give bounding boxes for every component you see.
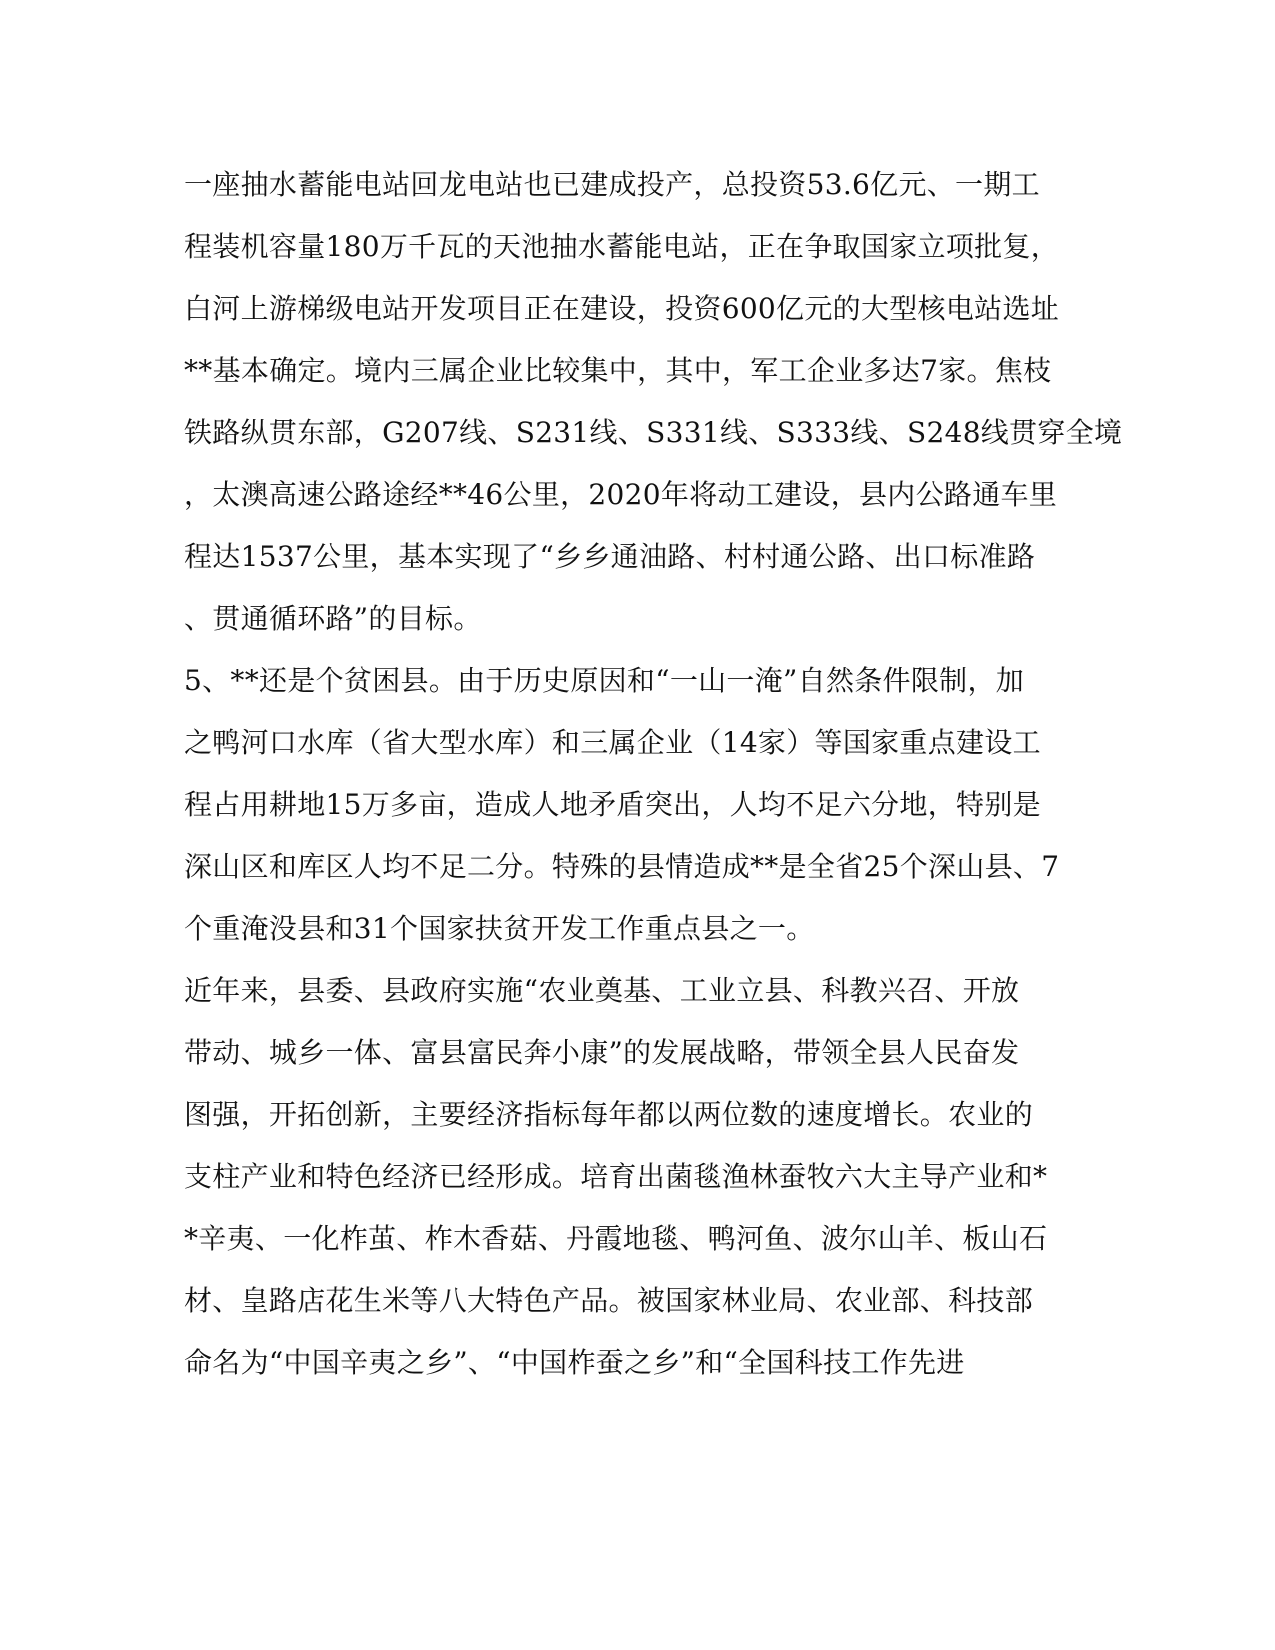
text-line: 、贯通循环路”的目标。: [184, 602, 482, 635]
text-line: 命名为“中国辛夷之乡”、“中国柞蚕之乡”和“全国科技工作先进: [184, 1346, 965, 1379]
text-line: 近年来，县委、县政府实施“农业奠基、工业立县、科教兴召、开放: [184, 974, 1020, 1007]
text-line: ，太澳高速公路途经**46公里，2020年将动工建设，县内公路通车里: [184, 478, 1058, 511]
text-line: 铁路纵贯东部，G207线、S231线、S331线、S333线、S248线贯穿全境: [184, 416, 1123, 449]
text-line: 5、**还是个贫困县。由于历史原因和“一山一淹”自然条件限制，加: [184, 664, 1025, 697]
text-line: **基本确定。境内三属企业比较集中，其中，军工企业多达7家。焦枝: [184, 354, 1052, 387]
text-line: 图强，开拓创新，主要经济指标每年都以两位数的速度增长。农业的: [184, 1098, 1034, 1131]
text-line: 程达1537公里，基本实现了“乡乡通油路、村村通公路、出口标准路: [184, 540, 1036, 573]
text-line: 支柱产业和特色经济已经形成。培育出菌毯渔林蚕牧六大主导产业和*: [184, 1160, 1048, 1193]
text-line: 个重淹没县和31个国家扶贫开发工作重点县之一。: [184, 912, 815, 945]
text-line: 材、皇路店花生米等八大特色产品。被国家林业局、农业部、科技部: [184, 1284, 1034, 1317]
text-line: *辛夷、一化柞茧、柞木香菇、丹霞地毯、鸭河鱼、波尔山羊、板山石: [184, 1222, 1048, 1255]
text-line: 程占用耕地15万多亩，造成人地矛盾突出，人均不足六分地，特别是: [184, 788, 1041, 821]
text-line: 之鸭河口水库（省大型水库）和三属企业（14家）等国家重点建设工: [184, 726, 1041, 759]
text-line: 深山区和库区人均不足二分。特殊的县情造成**是全省25个深山县、7: [184, 850, 1060, 883]
text-line: 带动、城乡一体、富县富民奔小康”的发展战略，带领全县人民奋发: [184, 1036, 1020, 1069]
text-line: 程装机容量180万千瓦的天池抽水蓄能电站，正在争取国家立项批复，: [184, 230, 1060, 263]
text-line: 白河上游梯级电站开发项目正在建设，投资600亿元的大型核电站选址: [184, 292, 1060, 325]
text-line: 一座抽水蓄能电站回龙电站也已建成投产，总投资53.6亿元、一期工: [184, 168, 1040, 201]
